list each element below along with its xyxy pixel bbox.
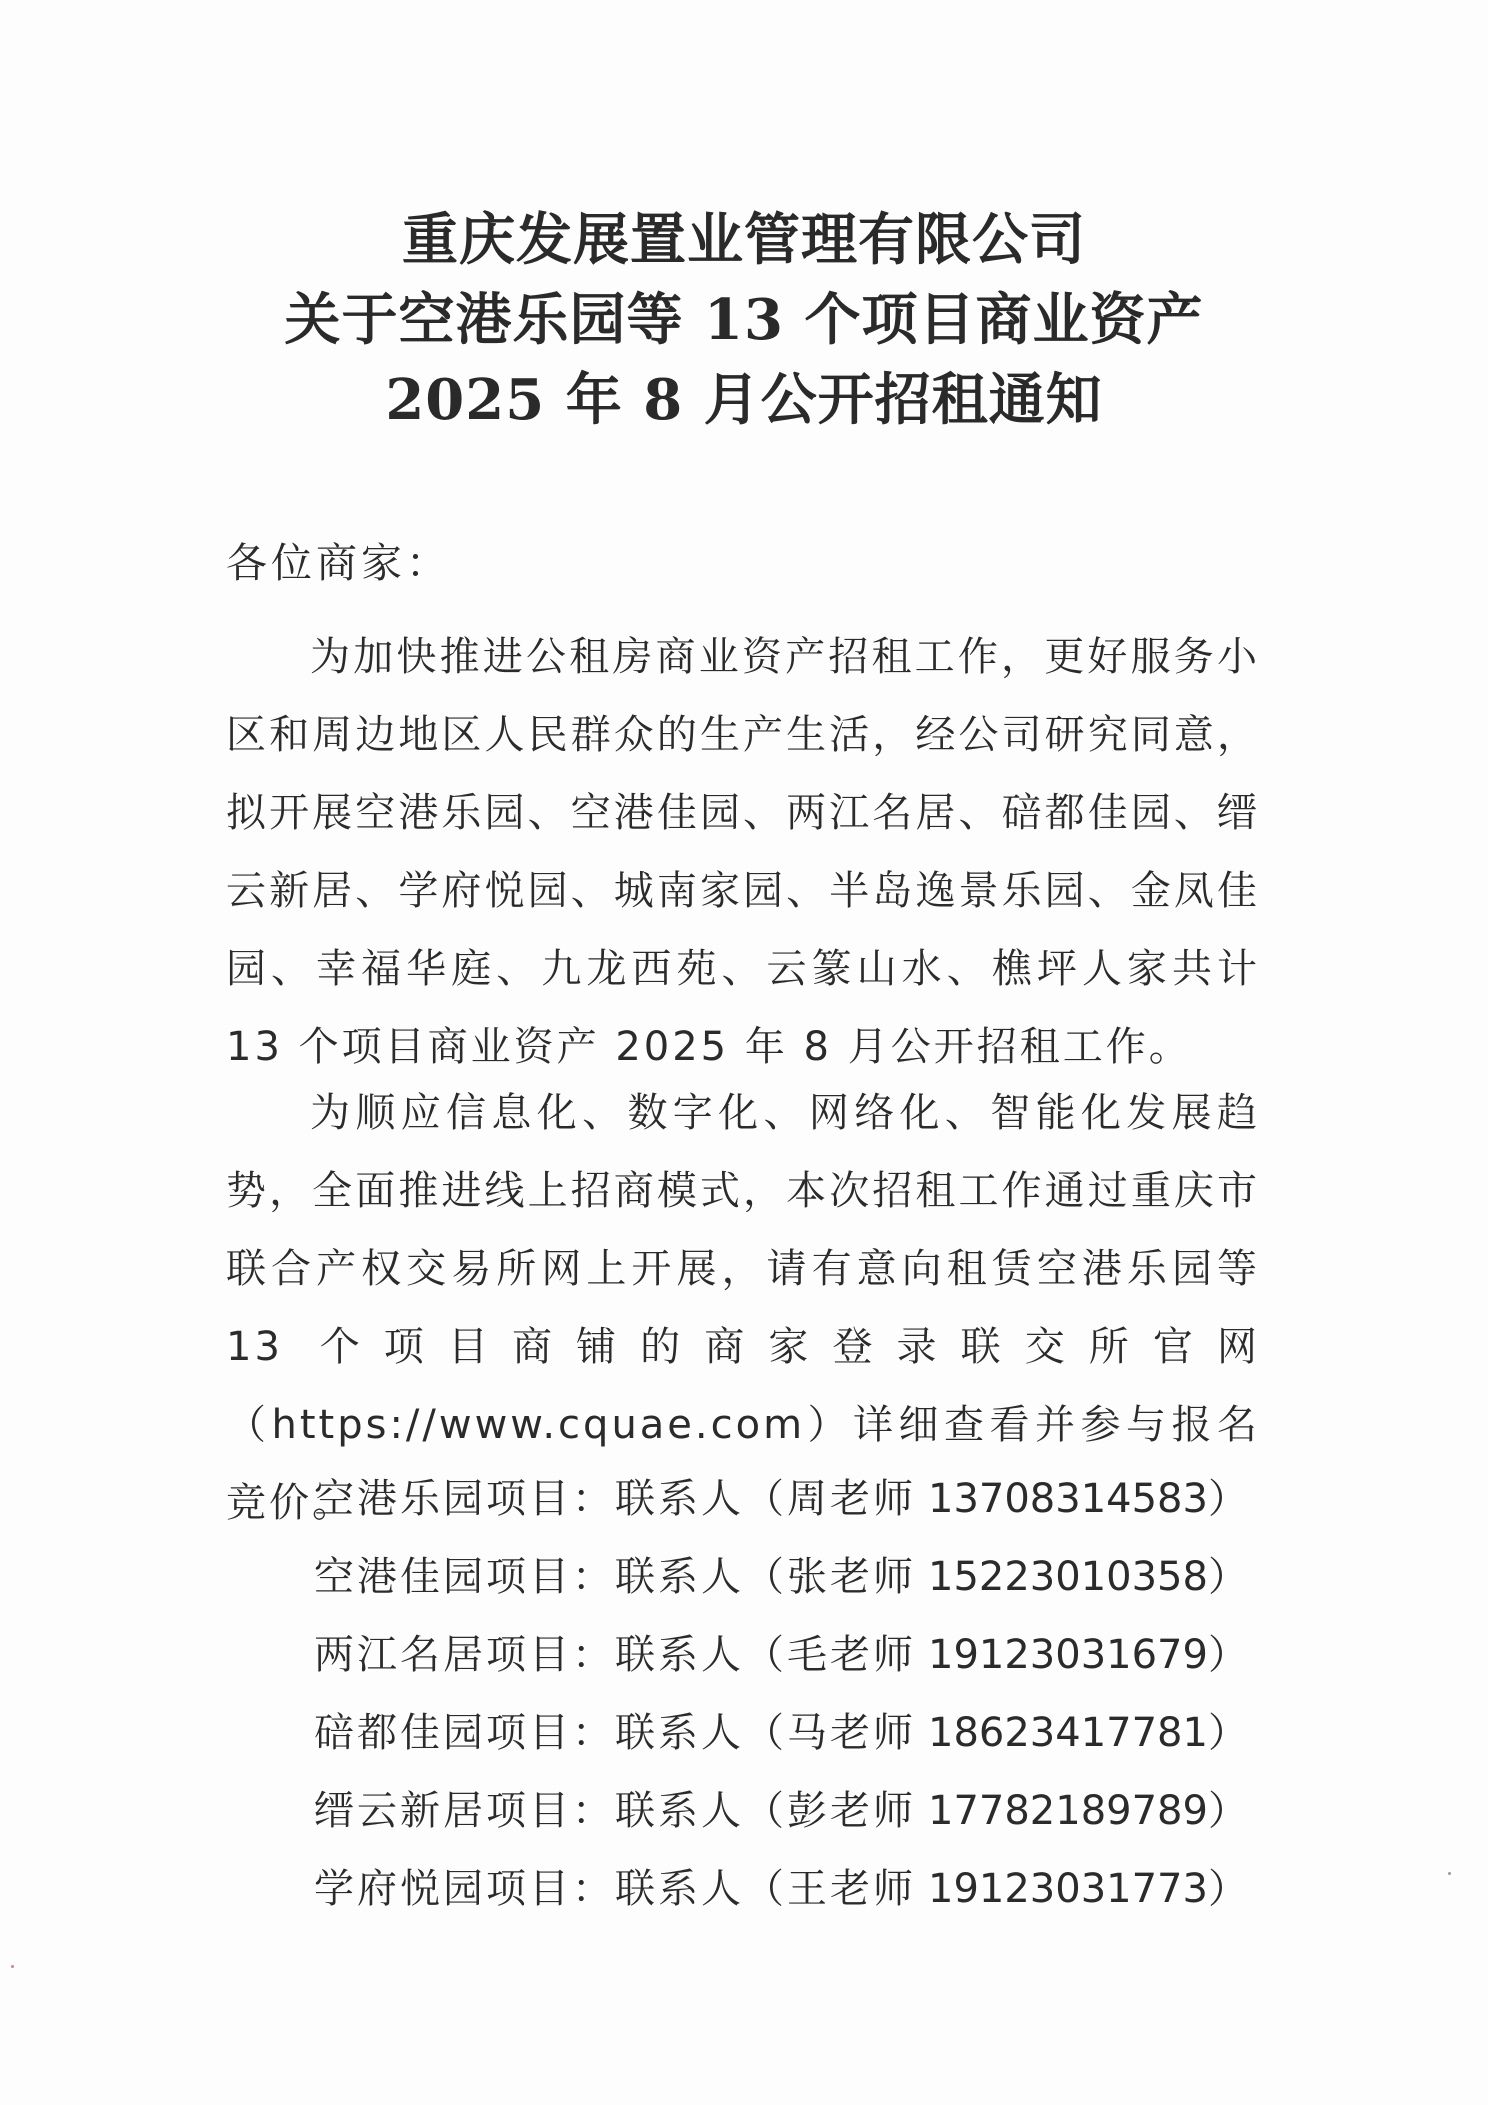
title-line-2: 关于空港乐园等 13 个项目商业资产 bbox=[284, 287, 1204, 353]
contact-item bbox=[314, 1616, 1251, 1694]
contact-project: 学府悦园项目：联系人（王老师 bbox=[314, 1866, 916, 1912]
paragraph-2: 为顺应信息化、数字化、网络化、智能化发展趋势，全面推进线上招商模式，本次招租工作通过重庆市联合产权交易所网上开展，请有意向租赁空港乐园等 13 个项目商铺的商家登录联交所官网（https://www.cquae.com）详细查看并参与报名竞价。 bbox=[226, 1090, 1260, 1526]
contact-item bbox=[314, 1538, 1251, 1616]
contact-item bbox=[314, 1772, 1251, 1850]
contact-project: 空港乐园项目：联系人（周老师 bbox=[314, 1476, 916, 1522]
contact-item bbox=[314, 1694, 1251, 1772]
contact-close: ） bbox=[1207, 1710, 1251, 1756]
paragraph-1: 为加快推进公租房商业资产招租工作，更好服务小区和周边地区人民群众的生产生活，经公司研究同意，拟开展空港乐园、空港佳园、两江名居、碚都佳园、缙云新居、学府悦园、城南家园、半岛逸景乐园、金凤佳园、幸福华庭、九龙西苑、云篆山水、樵坪人家共计 13 个项目商业资产 2025 年 8 月公开招租工作。 bbox=[226, 634, 1260, 1070]
contact-list bbox=[314, 1460, 1251, 1928]
contact-close: ） bbox=[1207, 1632, 1251, 1678]
contact-phone: 17782189789 bbox=[928, 1788, 1208, 1834]
contact-close: ） bbox=[1207, 1554, 1251, 1600]
contact-project: 空港佳园项目：联系人（张老师 bbox=[314, 1554, 916, 1600]
contact-project: 缙云新居项目：联系人（彭老师 bbox=[314, 1788, 916, 1834]
salutation: 各位商家： bbox=[226, 539, 451, 587]
scan-speck bbox=[1448, 1872, 1451, 1875]
title-line-1: 重庆发展置业管理有限公司 bbox=[402, 207, 1086, 273]
contact-item bbox=[314, 1850, 1251, 1928]
contact-phone: 18623417781 bbox=[928, 1710, 1208, 1756]
scan-speck bbox=[11, 1965, 14, 1968]
contact-phone: 15223010358 bbox=[928, 1554, 1208, 1600]
contact-item bbox=[314, 1460, 1251, 1538]
contact-close: ） bbox=[1207, 1788, 1251, 1834]
contact-phone: 13708314583 bbox=[928, 1476, 1208, 1522]
contact-phone: 19123031679 bbox=[928, 1632, 1208, 1678]
title-line-3: 2025 年 8 月公开招租通知 bbox=[385, 367, 1103, 433]
contact-project: 碚都佳园项目：联系人（马老师 bbox=[314, 1710, 916, 1756]
contact-project: 两江名居项目：联系人（毛老师 bbox=[314, 1632, 916, 1678]
contact-close: ） bbox=[1207, 1866, 1251, 1912]
contact-phone: 19123031773 bbox=[928, 1866, 1208, 1912]
contact-close: ） bbox=[1207, 1476, 1251, 1522]
